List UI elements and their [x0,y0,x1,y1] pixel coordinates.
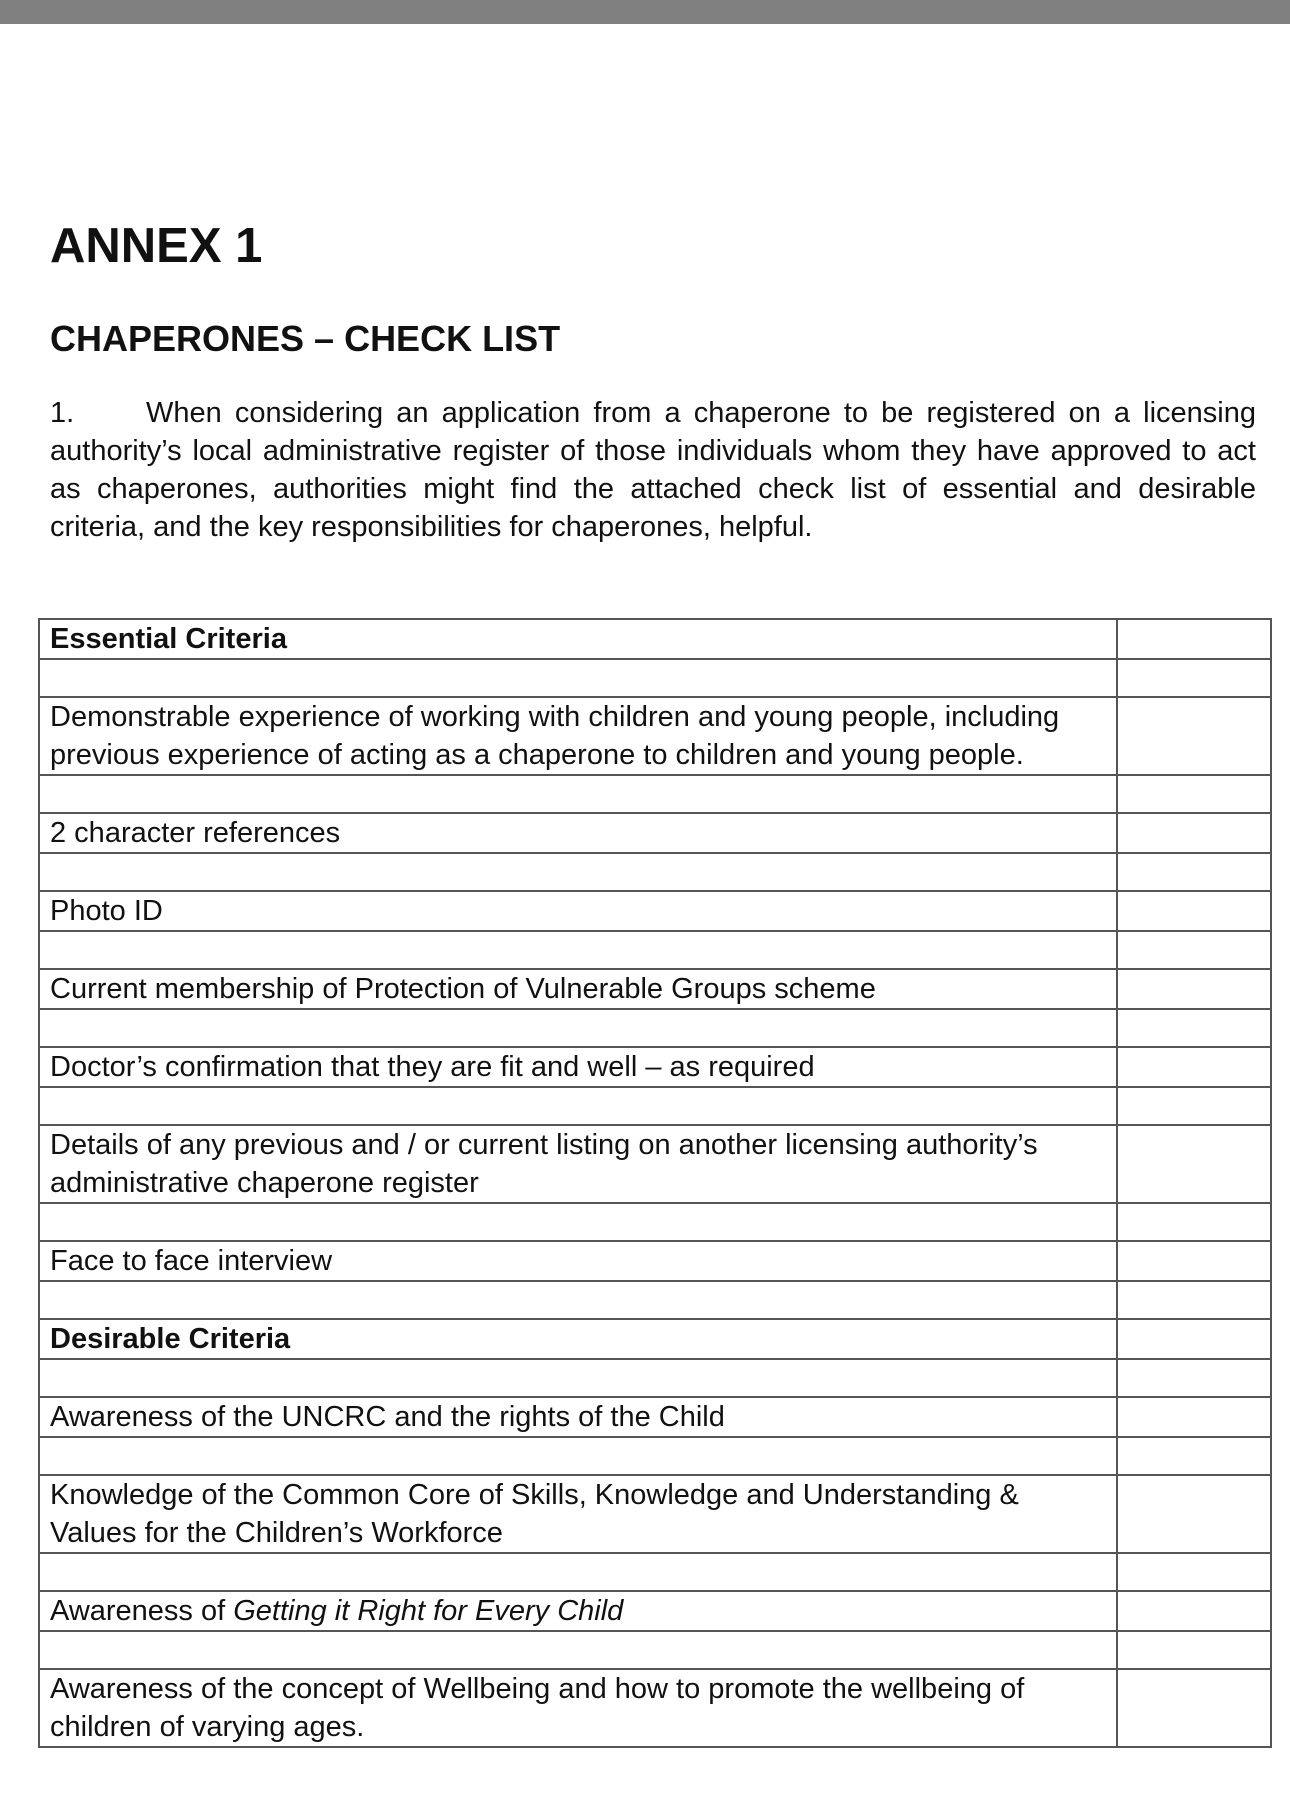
criteria-cell [39,1553,1117,1591]
check-cell[interactable] [1117,1669,1271,1747]
check-cell[interactable] [1117,1203,1271,1241]
spacer-row [39,1359,1271,1397]
criteria-row [39,1047,1271,1087]
section-header-row [39,619,1271,659]
criteria-text: 2 character references [50,817,341,849]
check-cell[interactable] [1117,1475,1271,1553]
annex-heading: ANNEX 1 [50,219,263,273]
check-cell[interactable] [1117,813,1271,853]
criteria-row [39,1125,1271,1203]
check-cell[interactable] [1117,1047,1271,1087]
criteria-row [39,697,1271,775]
criteria-cell [39,1631,1117,1669]
check-cell[interactable] [1117,969,1271,1009]
criteria-cell [39,1241,1117,1281]
check-cell[interactable] [1117,1319,1271,1359]
check-cell[interactable] [1117,1591,1271,1631]
criteria-row [39,813,1271,853]
spacer-row [39,931,1271,969]
criteria-row [39,1241,1271,1281]
check-cell[interactable] [1117,931,1271,969]
criteria-cell [39,1475,1117,1553]
criteria-row [39,1591,1271,1631]
check-cell[interactable] [1117,697,1271,775]
criteria-cell [39,619,1117,659]
criteria-cell [39,1319,1117,1359]
criteria-text: Desirable Criteria [50,1323,291,1355]
criteria-cell [39,1087,1117,1125]
criteria-cell [39,697,1117,775]
spacer-row [39,1437,1271,1475]
check-cell[interactable] [1117,775,1271,813]
criteria-cell [39,853,1117,891]
check-cell[interactable] [1117,1437,1271,1475]
criteria-row [39,1397,1271,1437]
intro-paragraph [50,394,1256,546]
top-bar [0,0,1290,24]
criteria-text: Essential Criteria [50,623,287,655]
criteria-text: Awareness of the concept of Wellbeing and how to promote the wellbeing of children of varying ages. [50,1673,1025,1743]
criteria-text: Awareness of [50,1595,234,1627]
criteria-cell [39,931,1117,969]
check-cell[interactable] [1117,1281,1271,1319]
criteria-cell [39,1281,1117,1319]
criteria-cell [39,813,1117,853]
criteria-cell [39,1047,1117,1087]
check-cell[interactable] [1117,1359,1271,1397]
spacer-row [39,1553,1271,1591]
criteria-row [39,1475,1271,1553]
spacer-row [39,775,1271,813]
paragraph-text: When considering an application from a chaperone to be registered on a licensing authority’s local administrative register of those individuals whom they have approved to act as chaperones, authorities might find the attached check list of essential and desirable criteria, and the key responsibilities for chaperones, helpful. [50,397,1256,543]
criteria-row [39,891,1271,931]
criteria-cell [39,1397,1117,1437]
criteria-text: Photo ID [50,895,163,927]
check-cell[interactable] [1117,1631,1271,1669]
check-cell[interactable] [1117,1087,1271,1125]
criteria-cell [39,1359,1117,1397]
spacer-row [39,1281,1271,1319]
criteria-text: Awareness of the UNCRC and the rights of the Child [50,1401,725,1433]
criteria-cell [39,659,1117,697]
check-cell[interactable] [1117,1125,1271,1203]
criteria-italic-text: Getting it Right for Every Child [233,1595,624,1627]
section-header-row [39,1319,1271,1359]
check-cell[interactable] [1117,1241,1271,1281]
spacer-row [39,1631,1271,1669]
criteria-cell [39,1669,1117,1747]
check-cell[interactable] [1117,891,1271,931]
criteria-cell [39,1009,1117,1047]
check-cell[interactable] [1117,1397,1271,1437]
criteria-text: Demonstrable experience of working with children and young people, including previous experience of acting as a chaperone to children and young people. [50,701,1060,771]
check-cell[interactable] [1117,1009,1271,1047]
criteria-cell [39,969,1117,1009]
check-cell[interactable] [1117,1553,1271,1591]
spacer-row [39,1203,1271,1241]
criteria-text: Doctor’s confirmation that they are fit and well – as required [50,1051,815,1083]
criteria-cell [39,1125,1117,1203]
checklist-title: CHAPERONES – CHECK LIST [50,318,561,359]
spacer-row [39,659,1271,697]
criteria-row [39,969,1271,1009]
criteria-table [38,618,1272,1748]
criteria-text: Knowledge of the Common Core of Skills, Knowledge and Understanding & Values for the Children’s Workforce [50,1479,1019,1549]
criteria-text: Current membership of Protection of Vulnerable Groups scheme [50,973,876,1005]
criteria-row [39,1669,1271,1747]
criteria-text: Details of any previous and / or current listing on another licensing authority’s administrative chaperone register [50,1129,1038,1199]
criteria-cell [39,1591,1117,1631]
spacer-row [39,853,1271,891]
criteria-text: Face to face interview [50,1245,333,1277]
criteria-cell [39,775,1117,813]
check-cell[interactable] [1117,659,1271,697]
spacer-row [39,1087,1271,1125]
criteria-cell [39,891,1117,931]
check-cell[interactable] [1117,853,1271,891]
criteria-cell [39,1437,1117,1475]
paragraph-number: 1. [50,397,75,429]
spacer-row [39,1009,1271,1047]
criteria-cell [39,1203,1117,1241]
check-cell[interactable] [1117,619,1271,659]
